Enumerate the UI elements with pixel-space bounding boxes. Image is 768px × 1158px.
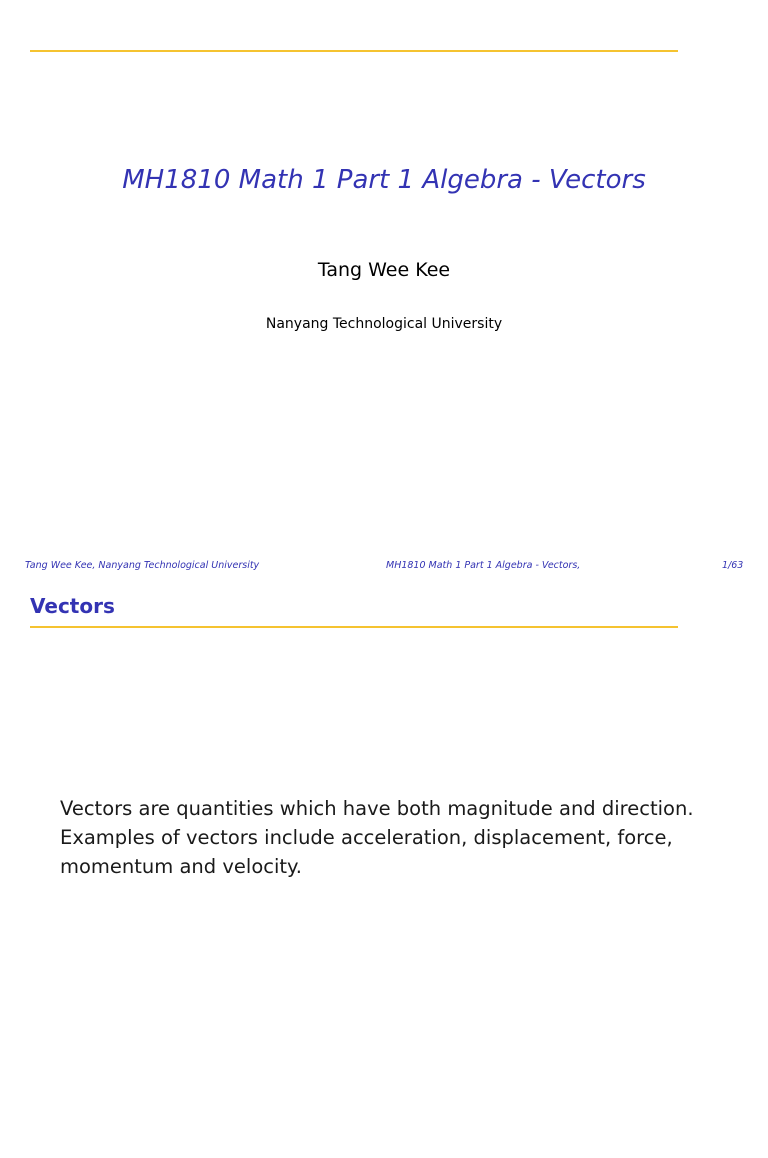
frame-title-rule (30, 626, 678, 628)
footer-page-number: 1/63 (722, 560, 744, 571)
header-rule (30, 50, 678, 52)
institute-name: Nanyang Technological University (265, 316, 503, 332)
body-line: momentum and velocity. (60, 855, 302, 878)
frame-title: Vectors (30, 594, 115, 618)
footer-title: MH1810 Math 1 Part 1 Algebra - Vectors, (386, 560, 581, 571)
body-paragraph (60, 794, 740, 881)
body-line: Vectors are quantities which have both magnitude and direction. (60, 797, 694, 820)
presentation-title: MH1810 Math 1 Part 1 Algebra - Vectors (122, 165, 646, 195)
footer-author: Tang Wee Kee, Nanyang Technological University (25, 560, 260, 571)
body-line: Examples of vectors include acceleration, displacement, force, (60, 826, 673, 849)
vectors-slide (0, 582, 768, 1158)
title-slide (0, 0, 768, 576)
author-name: Tang Wee Kee (317, 259, 451, 281)
